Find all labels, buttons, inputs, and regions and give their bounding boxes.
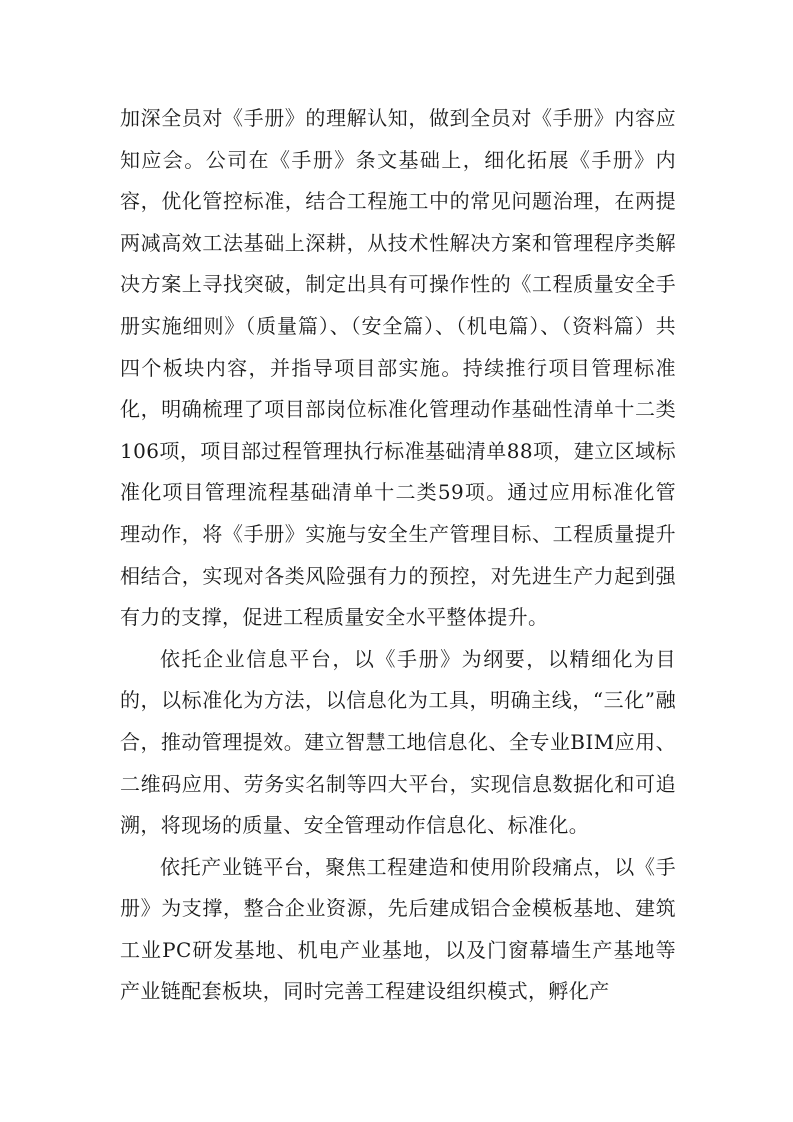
body-text <box>120 98 676 1013</box>
paragraph-3: 依托产业链平台，聚焦工程建造和使用阶段痛点，以《手册》为支撑，整合企业资源，先后建成铝合金模板基地、建筑工业PC研发基地、机电产业基地，以及门窗幕墙生产基地等产业链配套板块，同时完善工程建设组织模式，孵化产 <box>120 854 676 1004</box>
paragraph-1: 加深全员对《手册》的理解认知，做到全员对《手册》内容应知应会。公司在《手册》条文基础上，细化拓展《手册》内容，优化管控标准，结合工程施工中的常见问题治理，在两提两减高效工法基础上深耕，从技术性解决方案和管理程序类解决方案上寻找突破，制定出具有可操作性的《工程质量安全手册实施细则》（质量篇）、（安全篇）、（机电篇）、（资料篇）共四个板块内容，并指导项目部实施。持续推行项目管理标准化，明确梳理了项目部岗位标准化管理动作基础性清单十二类106项，项目部过程管理执行标准基础清单88项，建立区域标准化项目管理流程基础清单十二类59项。通过应用标准化管理动作，将《手册》实施与安全生产管理目标、工程质量提升相结合，实现对各类风险强有力的预控，对先进生产力起到强有力的支撑，促进工程质量安全水平整体提升。 <box>120 106 676 630</box>
paragraph-2: 依托企业信息平台，以《手册》为纲要，以精细化为目的，以标准化为方法，以信息化为工具，明确主线，“三化”融合，推动管理提效。建立智慧工地信息化、全专业BIM应用、二维码应用、劳务实名制等四大平台，实现信息数据化和可追溯，将现场的质量、安全管理动作信息化、标准化。 <box>120 646 676 838</box>
